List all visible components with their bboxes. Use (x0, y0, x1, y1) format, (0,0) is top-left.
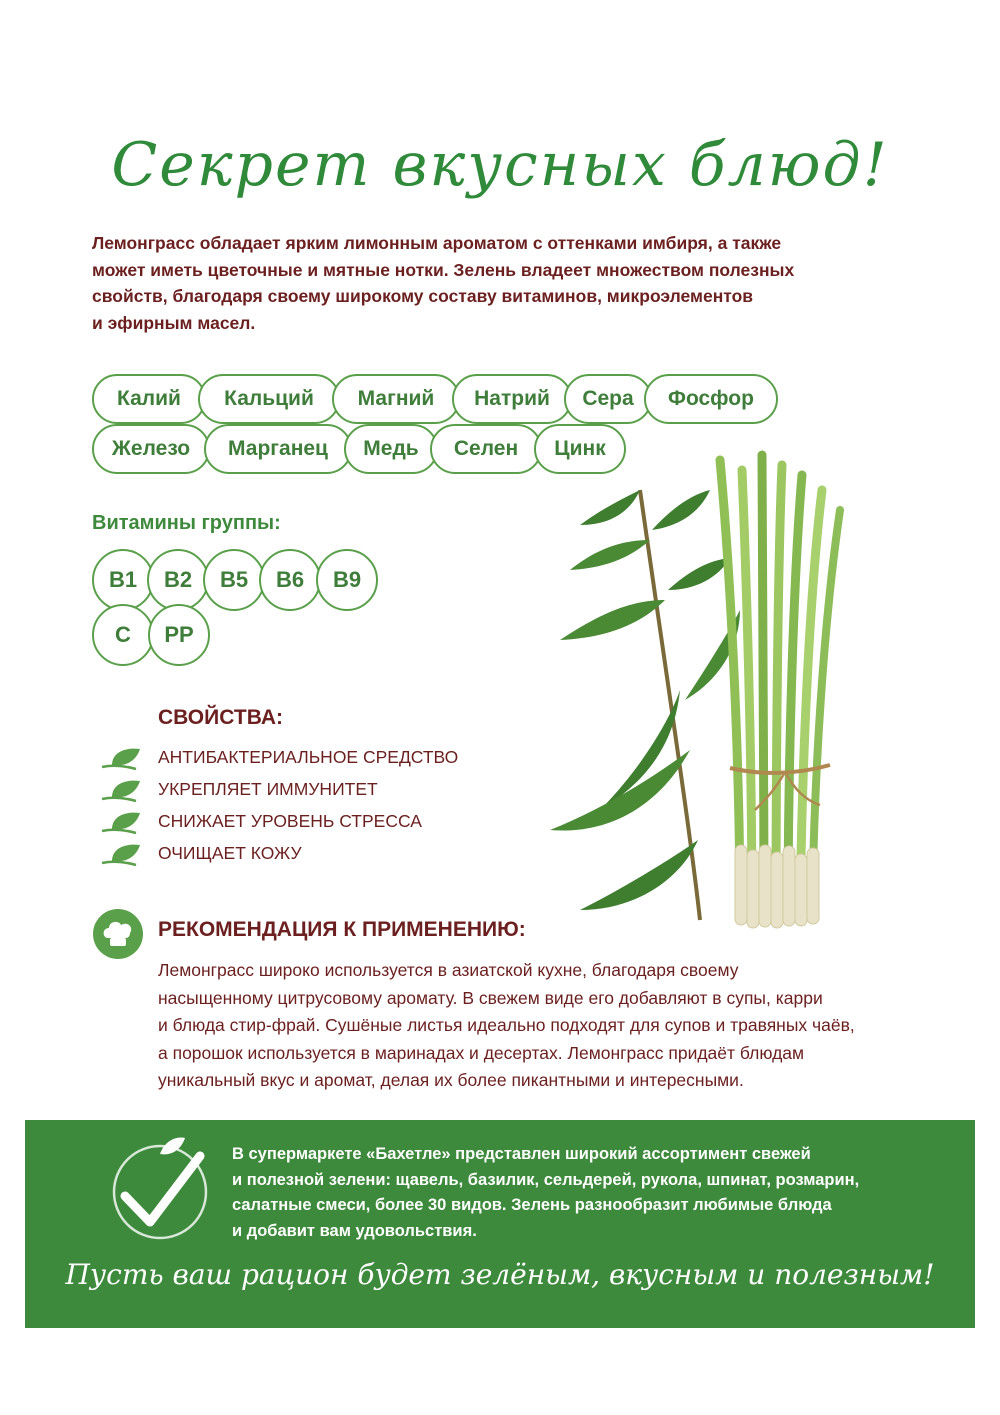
checkmark-icon (105, 1134, 215, 1244)
mineral-pill-potassium: Калий (92, 374, 206, 424)
banner-line: и полезной зелени: щавель, базилик, сельдерей, рукола, шпинат, розмарин, (232, 1170, 860, 1189)
intro-line: Лемонграсс обладает ярким лимонным ароматом с оттенками имбиря, а также (92, 233, 782, 253)
property-text: СНИЖАЕТ УРОВЕНЬ СТРЕССА (158, 810, 422, 831)
vitamin-circle-b1: B1 (92, 549, 154, 611)
recommendation-title: РЕКОМЕНДАЦИЯ К ПРИМЕНЕНИЮ: (158, 918, 526, 941)
mineral-pill-sulfur: Сера (564, 374, 652, 424)
mineral-pill-sodium: Натрий (452, 374, 572, 424)
property-item (100, 743, 458, 771)
vitamin-circle-b5: B5 (203, 549, 265, 611)
lemongrass-illustration (540, 450, 870, 950)
mineral-pill-zinc: Цинк (534, 424, 626, 474)
intro-line: и эфирным масел. (92, 312, 256, 333)
mineral-pill-manganese: Марганец (204, 424, 352, 474)
mineral-pill-selenium: Селен (430, 424, 542, 474)
chef-hat-icon (92, 908, 144, 960)
property-item (100, 839, 302, 867)
intro-line: свойств, благодаря своему широкому составу витаминов, микроэлементов (92, 286, 754, 306)
properties-title: СВОЙСТВА: (158, 706, 283, 729)
vitamin-circle-b2: B2 (147, 549, 209, 611)
vitamin-circle-pp: PP (148, 604, 210, 666)
banner-line: салатные смеси, более 30 видов. Зелень разнообразит любимые блюда (232, 1196, 832, 1214)
intro-line: может иметь цветочные и мятные нотки. Зелень владеет множеством полезных (92, 259, 795, 280)
page-title: Секрет вкусных блюд! (111, 130, 889, 200)
recommendation-line: насыщенному цитрусовому аромату. В свежем виде его добавляют в супы, карри (158, 987, 823, 1008)
mineral-pill-calcium: Кальций (198, 374, 340, 424)
property-text: АНТИБАКТЕРИАЛЬНОЕ СРЕДСТВО (158, 746, 459, 767)
vitamin-circle-b6: B6 (259, 549, 321, 611)
promo-banner (25, 1120, 975, 1328)
banner-line: и добавит вам удовольствия. (232, 1221, 477, 1240)
banner-line: В супермаркете «Бахетле» представлен широкий ассортимент свежей (232, 1145, 811, 1163)
leaf-icon (100, 775, 142, 803)
leaf-icon (100, 743, 142, 771)
property-text: УКРЕПЛЯЕТ ИММУНИТЕТ (158, 778, 378, 799)
property-item (100, 807, 422, 835)
recommendation-paragraph (158, 957, 958, 1095)
property-text: ОЧИЩАЕТ КОЖУ (158, 842, 302, 863)
mineral-pill-magnesium: Магний (332, 374, 460, 424)
banner-paragraph (232, 1142, 952, 1244)
vitamin-circle-c: C (92, 604, 154, 666)
mineral-pill-iron: Железо (92, 424, 210, 474)
intro-paragraph (92, 230, 892, 336)
property-item (100, 775, 378, 803)
vitamins-title: Витамины группы: (92, 512, 281, 534)
leaf-icon (100, 839, 142, 867)
leaf-icon (100, 807, 142, 835)
recommendation-line: и блюда стир-фрай. Сушёные листья идеально подходят для супов и травяных чаёв, (158, 1015, 855, 1035)
recommendation-line: уникальный вкус и аромат, делая их более пикантными и интересными. (158, 1070, 744, 1090)
mineral-pill-copper: Медь (344, 424, 438, 474)
vitamin-circle-b9: B9 (316, 549, 378, 611)
recommendation-line: а порошок используется в маринадах и десертах. Лемонграсс придаёт блюдам (158, 1042, 805, 1063)
slogan: Пусть ваш рацион будет зелёным, вкусным и полезным! (65, 1258, 935, 1291)
mineral-pill-phosphorus: Фосфор (644, 374, 778, 424)
recommendation-line: Лемонграсс широко используется в азиатской кухне, благодаря своему (158, 960, 739, 980)
